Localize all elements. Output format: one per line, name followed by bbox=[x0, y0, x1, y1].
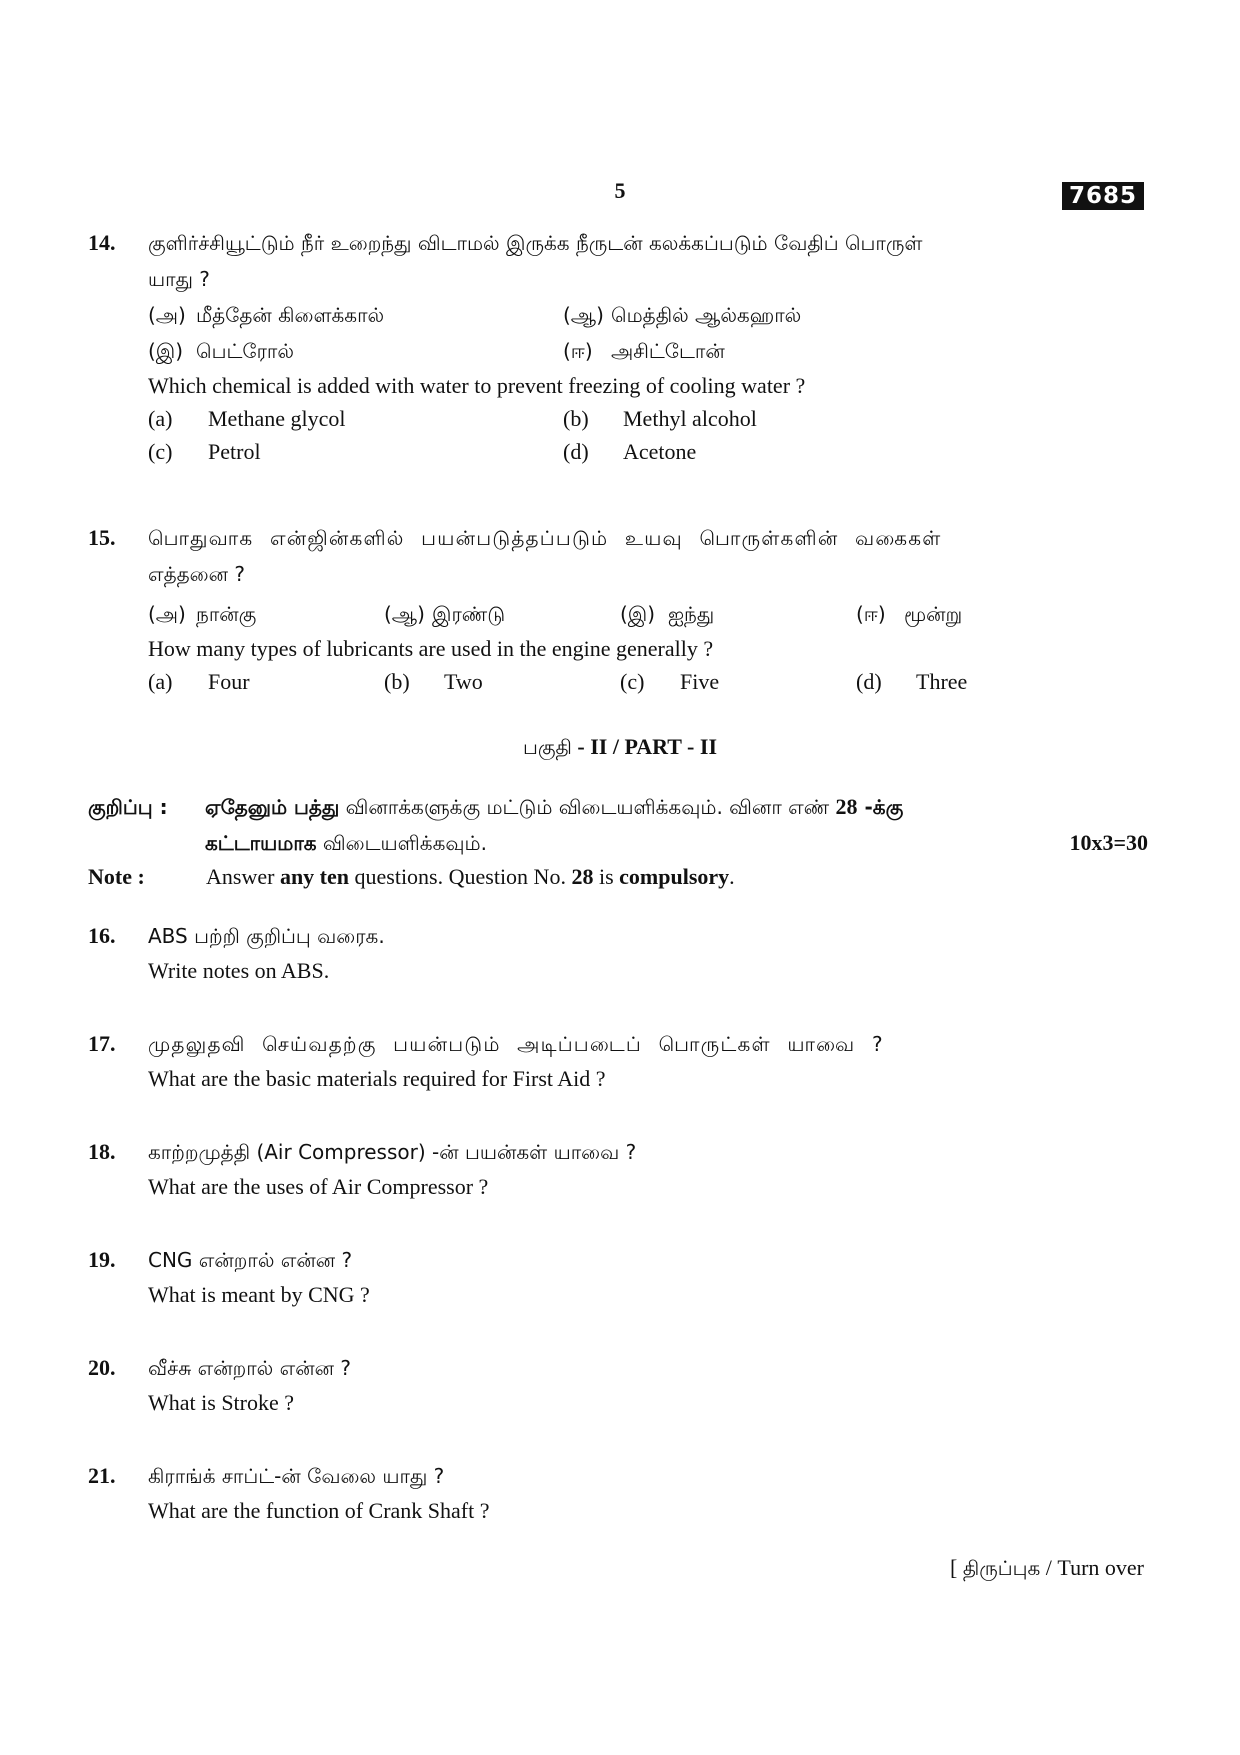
option-text: Five bbox=[680, 669, 720, 694]
option bbox=[620, 665, 856, 698]
note-text: Answer bbox=[206, 864, 280, 889]
question-english-text: Which chemical is added with water to prevent freezing of cooling water ? bbox=[148, 373, 806, 398]
turn-over-english: / Turn over bbox=[1040, 1555, 1144, 1580]
note-tamil-text: விடையளிக்கவும். bbox=[316, 831, 487, 855]
note-english-label: Note : bbox=[88, 864, 145, 889]
option-label: (ஈ) bbox=[563, 339, 593, 363]
tamil-options bbox=[148, 297, 1148, 369]
note-bold: 28 bbox=[571, 864, 594, 889]
english-options bbox=[148, 402, 1148, 468]
option-text: Acetone bbox=[623, 439, 697, 464]
option-label: (அ) bbox=[148, 303, 186, 327]
question-number: 15. bbox=[88, 525, 116, 550]
option-label: (d) bbox=[856, 669, 882, 694]
question-english-text: How many types of lubricants are used in the engine generally ? bbox=[148, 636, 714, 661]
question-english-text: Write notes on ABS. bbox=[148, 958, 330, 983]
option-label: (b) bbox=[563, 406, 589, 431]
question-15 bbox=[88, 520, 1148, 698]
option bbox=[384, 665, 620, 698]
question-20 bbox=[88, 1350, 1148, 1419]
option-label: (c) bbox=[620, 669, 645, 694]
question-tamil-text: குளிர்ச்சியூட்டும் நீர் உறைந்து விடாமல் இருக்க நீருடன் கலக்கப்படும் வேதிப் பொருள் bbox=[148, 231, 923, 255]
option-label: (ஆ) bbox=[563, 303, 604, 327]
note-bold: any ten bbox=[279, 864, 349, 889]
option-label: (இ) bbox=[620, 602, 656, 626]
question-number: 14. bbox=[88, 230, 116, 255]
part-heading-tamil: பகுதி bbox=[522, 735, 572, 759]
question-tamil-text: வீச்சு என்றால் என்ன ? bbox=[148, 1356, 352, 1380]
question-number: 18. bbox=[88, 1139, 116, 1164]
note-tamil-text: -க்கு bbox=[857, 795, 904, 819]
question-number: 19. bbox=[88, 1247, 116, 1272]
note-tamil-bold: கட்டாயமாக bbox=[205, 831, 317, 855]
question-tamil-text: ABS பற்றி குறிப்பு வரைக. bbox=[148, 924, 385, 948]
option bbox=[563, 435, 978, 468]
option-text: Methyl alcohol bbox=[623, 406, 757, 431]
turn-over-footer bbox=[950, 1555, 1144, 1583]
question-number: 20. bbox=[88, 1355, 116, 1380]
english-options bbox=[148, 665, 1148, 698]
question-number: 16. bbox=[88, 923, 116, 948]
note-question-number: 28 bbox=[835, 794, 858, 819]
option bbox=[620, 596, 856, 632]
option-text: மூன்று bbox=[904, 602, 963, 626]
question-number: 17. bbox=[88, 1031, 116, 1056]
question-tamil-text: கிராங்க் சாப்ட்-ன் வேலை யாது ? bbox=[148, 1464, 445, 1488]
option-label: (ஈ) bbox=[856, 602, 886, 626]
option-text: பெட்ரோல் bbox=[196, 339, 294, 363]
question-17 bbox=[88, 1026, 1148, 1095]
turn-over-tamil: திருப்புக bbox=[962, 1556, 1041, 1580]
option-label: (இ) bbox=[148, 339, 184, 363]
option-text: Three bbox=[916, 669, 968, 694]
option bbox=[856, 665, 1092, 698]
option-label: (அ) bbox=[148, 602, 186, 626]
option-text: நான்கு bbox=[196, 602, 257, 626]
question-english-text: What is meant by CNG ? bbox=[148, 1282, 370, 1307]
option bbox=[148, 596, 384, 632]
option-label: (d) bbox=[563, 439, 589, 464]
option bbox=[856, 596, 1092, 632]
question-english-text: What are the uses of Air Compressor ? bbox=[148, 1174, 489, 1199]
question-14 bbox=[88, 225, 1148, 468]
note-text: questions. Question No. bbox=[349, 864, 572, 889]
question-16 bbox=[88, 918, 1148, 987]
note-tamil-text: வினாக்களுக்கு மட்டும் விடையளிக்கவும். வினா எண் bbox=[339, 795, 836, 819]
option-label: (a) bbox=[148, 669, 173, 694]
option-label: (a) bbox=[148, 406, 173, 431]
option-text: Two bbox=[444, 669, 483, 694]
question-tamil-text: முதலுதவி செய்வதற்கு பயன்படும் அடிப்படைப் பொருட்கள் யாவை ? bbox=[148, 1032, 884, 1056]
note-english bbox=[88, 860, 735, 894]
question-18 bbox=[88, 1134, 1148, 1203]
option-text: அசிட்டோன் bbox=[611, 339, 725, 363]
note-text: is bbox=[593, 864, 620, 889]
option bbox=[148, 402, 563, 435]
page-number: 5 bbox=[614, 178, 626, 203]
note-tamil-bold: ஏதேனும் பத்து bbox=[205, 795, 340, 819]
option bbox=[563, 333, 978, 369]
question-english-text: What are the basic materials required for First Aid ? bbox=[148, 1066, 606, 1091]
part-heading bbox=[0, 734, 1240, 762]
note-text: . bbox=[729, 864, 735, 889]
option-text: இரண்டு bbox=[432, 602, 506, 626]
question-english-text: What are the function of Crank Shaft ? bbox=[148, 1498, 490, 1523]
question-tamil-text: பொதுவாக என்ஜின்களில் பயன்படுத்தப்படும் உயவு பொருள்களின் வகைகள் bbox=[148, 526, 942, 550]
option bbox=[148, 333, 563, 369]
note-tamil bbox=[88, 789, 1148, 861]
option bbox=[148, 297, 563, 333]
option-text: Petrol bbox=[208, 439, 261, 464]
question-21 bbox=[88, 1458, 1148, 1527]
option bbox=[563, 402, 978, 435]
question-tamil-text: காற்றமுத்தி (Air Compressor) -ன் பயன்கள் யாவை ? bbox=[148, 1140, 637, 1164]
question-tamil-text: எத்தனை ? bbox=[148, 562, 245, 586]
question-19 bbox=[88, 1242, 1148, 1311]
option-label: (ஆ) bbox=[384, 602, 425, 626]
paper-code-badge: 7685 bbox=[1062, 182, 1144, 210]
option-label: (c) bbox=[148, 439, 173, 464]
question-tamil-text: CNG என்றால் என்ன ? bbox=[148, 1248, 353, 1272]
option-text: ஐந்து bbox=[668, 602, 715, 626]
marks-allocation: 10x3=30 bbox=[1069, 830, 1148, 855]
question-number: 21. bbox=[88, 1463, 116, 1488]
option bbox=[384, 596, 620, 632]
option-text: Four bbox=[208, 669, 250, 694]
turn-over-bracket: [ bbox=[949, 1555, 963, 1580]
option bbox=[563, 297, 978, 333]
option bbox=[148, 665, 384, 698]
option-text: Methane glycol bbox=[208, 406, 346, 431]
part-heading-english: - II / PART - II bbox=[571, 734, 718, 759]
option-label: (b) bbox=[384, 669, 410, 694]
note-bold: compulsory bbox=[619, 864, 730, 889]
option bbox=[148, 435, 563, 468]
question-tamil-text: யாது ? bbox=[148, 267, 210, 291]
note-tamil-label: குறிப்பு : bbox=[88, 795, 168, 819]
option-text: மெத்தில் ஆல்கஹால் bbox=[611, 303, 802, 327]
question-english-text: What is Stroke ? bbox=[148, 1390, 295, 1415]
option-text: மீத்தேன் கிளைக்கால் bbox=[196, 303, 385, 327]
tamil-options bbox=[148, 596, 1148, 632]
